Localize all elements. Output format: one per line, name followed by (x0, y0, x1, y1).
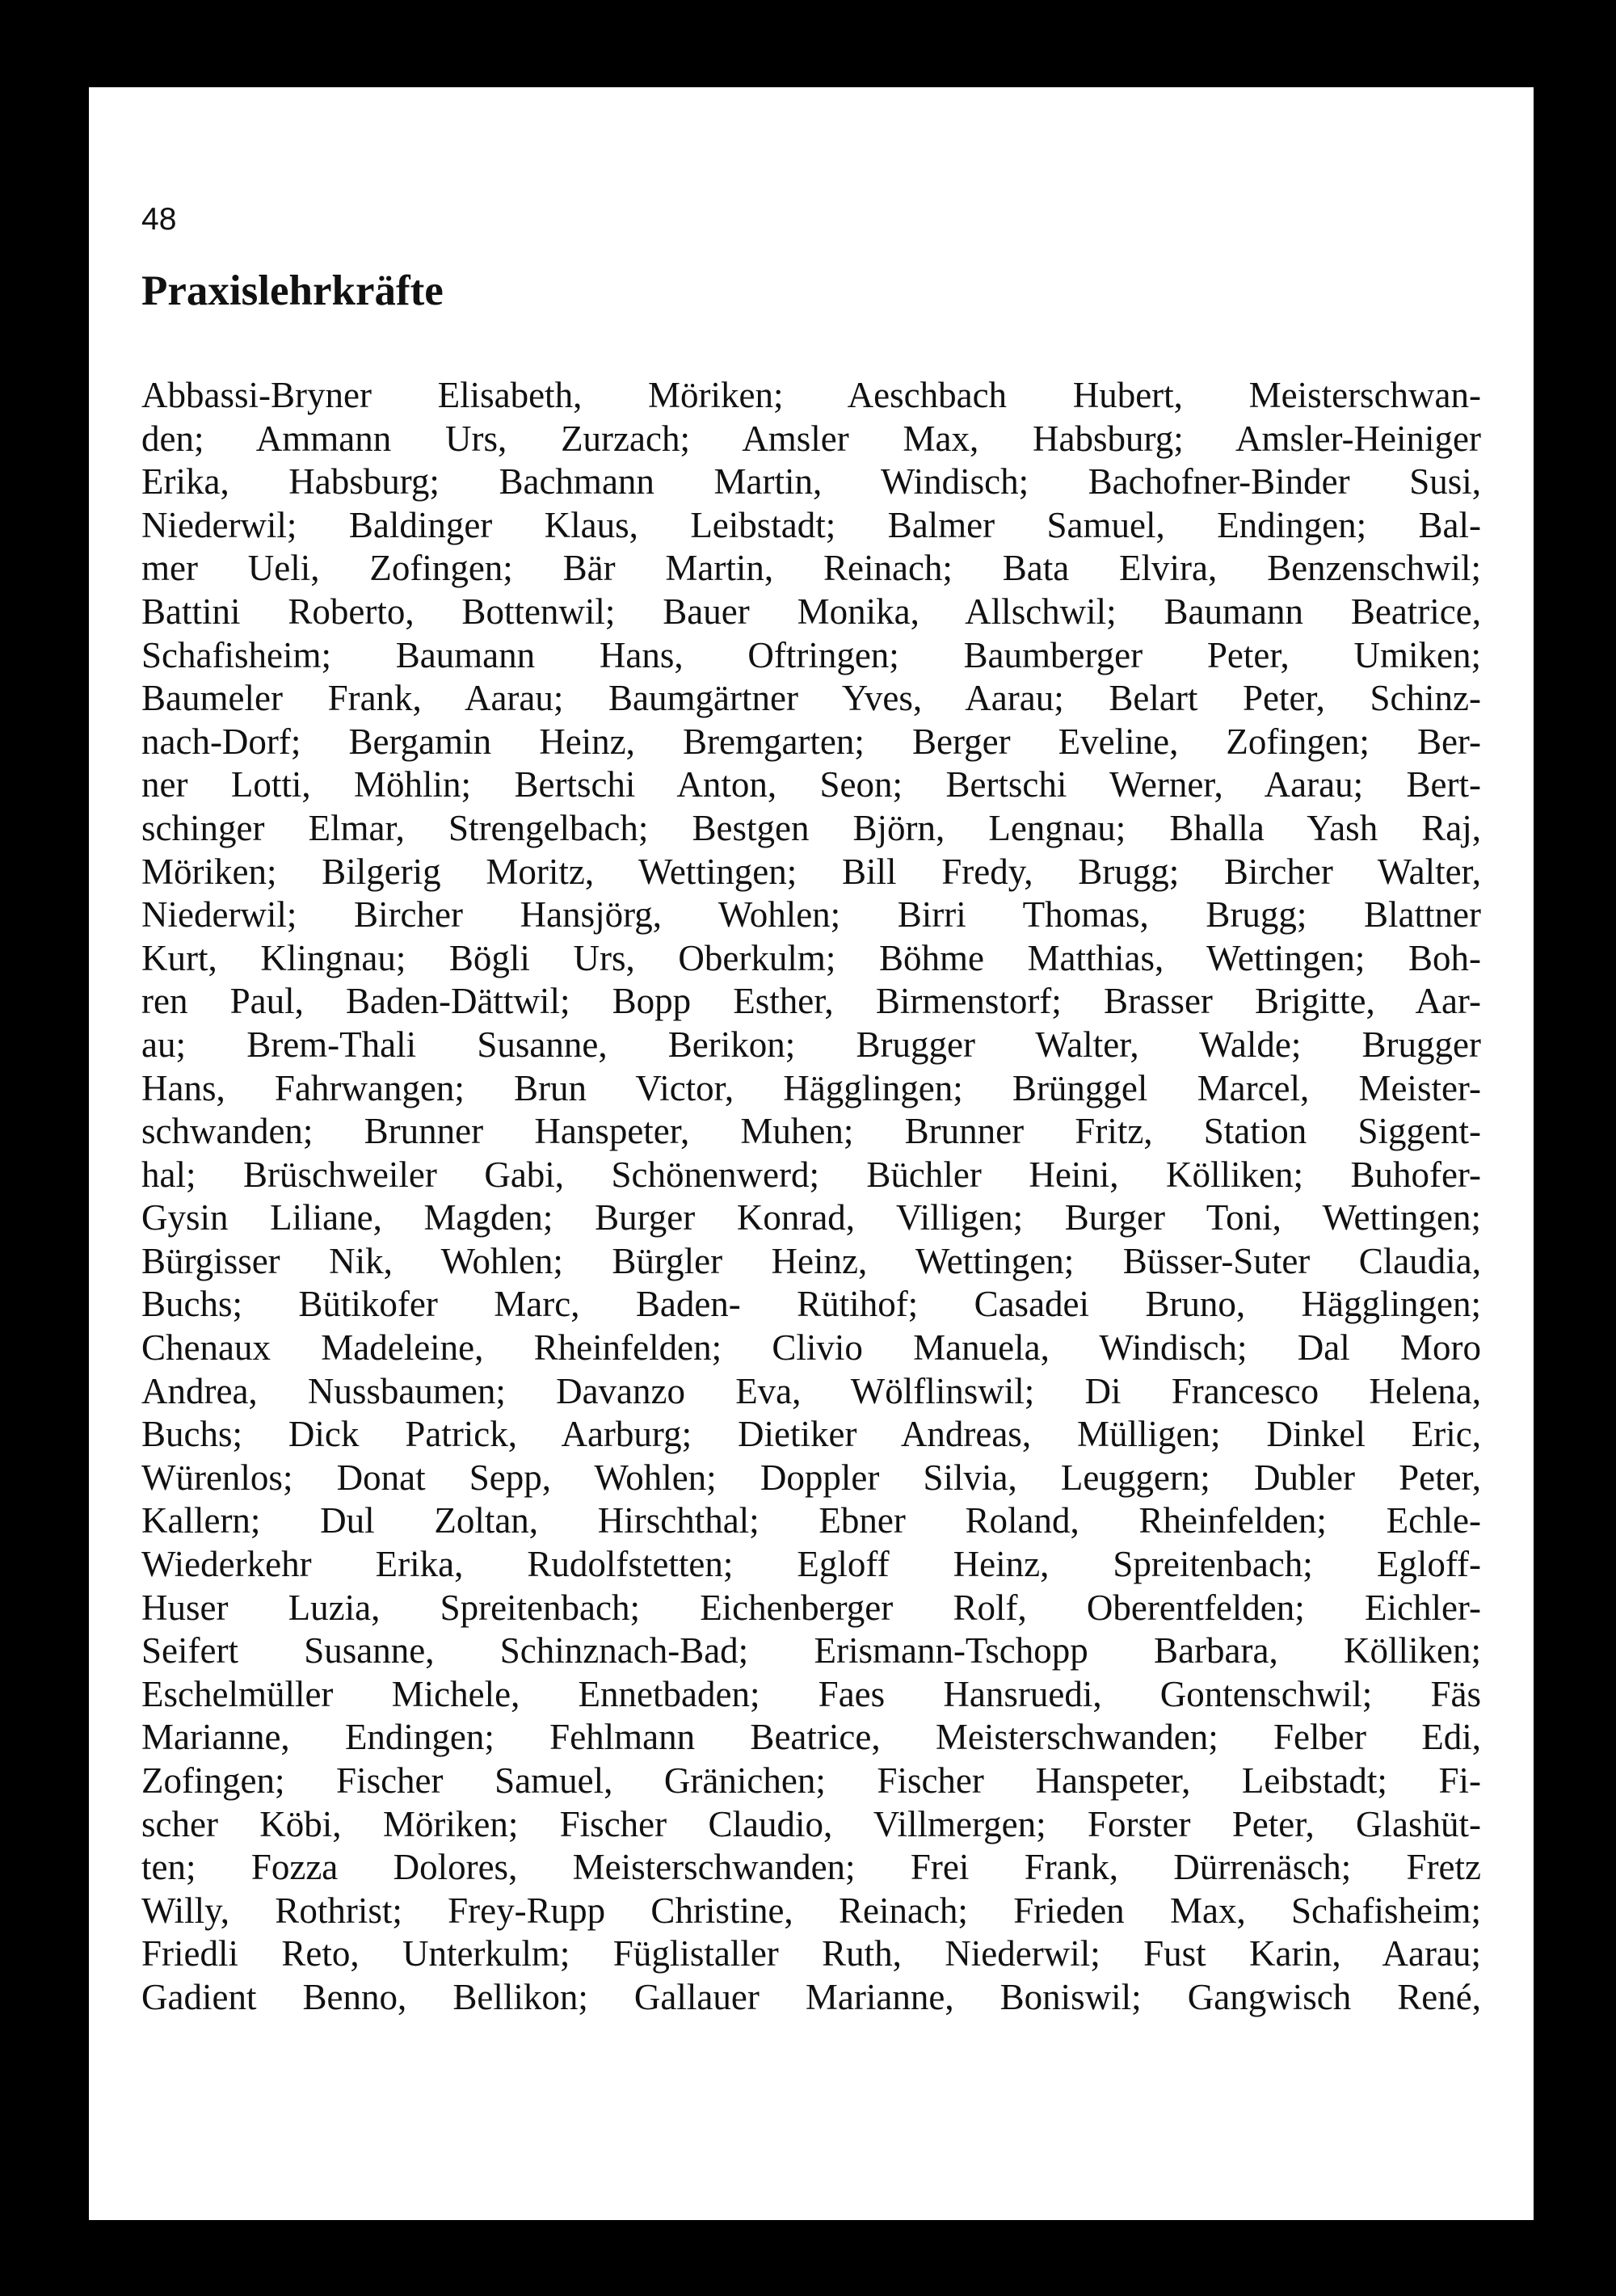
text-line: nach-Dorf; Bergamin Heinz, Bremgarten; Berger Eveline, Zofingen; Ber- (141, 721, 1481, 762)
text-line: Hans, Fahrwangen; Brun Victor, Hägglingen; Brünggel Marcel, Meister- (141, 1067, 1481, 1108)
text-line: Gysin Liliane, Magden; Burger Konrad, Villigen; Burger Toni, Wettingen; (141, 1197, 1481, 1238)
text-line: Seifert Susanne, Schinznach-Bad; Erismann-Tschopp Barbara, Kölliken; (141, 1630, 1481, 1672)
text-line: Andrea, Nussbaumen; Davanzo Eva, Wölflinswil; Di Francesco Helena, (141, 1370, 1481, 1411)
body-text (141, 374, 1481, 2020)
text-line: hal; Brüschweiler Gabi, Schönenwerd; Büchler Heini, Kölliken; Buhofer- (141, 1154, 1481, 1195)
text-line: au; Brem-Thali Susanne, Berikon; Brugger Walter, Walde; Brugger (141, 1024, 1481, 1065)
text-line: Zofingen; Fischer Samuel, Gränichen; Fischer Hanspeter, Leibstadt; Fi- (141, 1760, 1481, 1801)
text-line: Schafisheim; Baumann Hans, Oftringen; Baumberger Peter, Umiken; (141, 634, 1481, 675)
text-line: den; Ammann Urs, Zurzach; Amsler Max, Habsburg; Amsler-Heiniger (141, 418, 1481, 459)
text-line: Eschelmüller Michele, Ennetbaden; Faes Hansruedi, Gontenschwil; Fäs (141, 1673, 1481, 1714)
page-title: Praxislehrkräfte (141, 267, 444, 314)
text-line: Erika, Habsburg; Bachmann Martin, Windisch; Bachofner-Binder Susi, (141, 461, 1481, 503)
text-line: Friedli Reto, Unterkulm; Füglistaller Ruth, Niederwil; Fust Karin, Aarau; (141, 1933, 1481, 1974)
text-line: mer Ueli, Zofingen; Bär Martin, Reinach; Bata Elvira, Benzenschwil; (141, 548, 1481, 589)
text-line: schinger Elmar, Strengelbach; Bestgen Björn, Lengnau; Bhalla Yash Raj, (141, 807, 1481, 848)
text-line: Chenaux Madeleine, Rheinfelden; Clivio Manuela, Windisch; Dal Moro (141, 1327, 1481, 1369)
text-line: Huser Luzia, Spreitenbach; Eichenberger Rolf, Oberentfelden; Eichler- (141, 1587, 1481, 1628)
text-line: ten; Fozza Dolores, Meisterschwanden; Frei Frank, Dürrenäsch; Fretz (141, 1847, 1481, 1888)
text-line: Buchs; Bütikofer Marc, Baden- Rütihof; Casadei Bruno, Hägglingen; (141, 1284, 1481, 1325)
text-line: schwanden; Brunner Hanspeter, Muhen; Brunner Fritz, Station Siggent- (141, 1111, 1481, 1152)
text-line: Bürgisser Nik, Wohlen; Bürgler Heinz, Wettingen; Büsser-Suter Claudia, (141, 1240, 1481, 1281)
text-line: Niederwil; Baldinger Klaus, Leibstadt; Balmer Samuel, Endingen; Bal- (141, 504, 1481, 545)
text-line: ner Lotti, Möhlin; Bertschi Anton, Seon; Bertschi Werner, Aarau; Bert- (141, 764, 1481, 805)
text-line: Möriken; Bilgerig Moritz, Wettingen; Bill Fredy, Brugg; Bircher Walter, (141, 851, 1481, 892)
text-line: ren Paul, Baden-Dättwil; Bopp Esther, Birmenstorf; Brasser Brigitte, Aar- (141, 981, 1481, 1022)
text-line: Niederwil; Bircher Hansjörg, Wohlen; Birri Thomas, Brugg; Blattner (141, 894, 1481, 936)
text-line: Wiederkehr Erika, Rudolfstetten; Egloff Heinz, Spreitenbach; Egloff- (141, 1544, 1481, 1585)
text-line: Marianne, Endingen; Fehlmann Beatrice, Meisterschwanden; Felber Edi, (141, 1717, 1481, 1758)
page-number: 48 (141, 202, 177, 237)
text-line: Willy, Rothrist; Frey-Rupp Christine, Reinach; Frieden Max, Schafisheim; (141, 1890, 1481, 1931)
text-line: Würenlos; Donat Sepp, Wohlen; Doppler Silvia, Leuggern; Dubler Peter, (141, 1457, 1481, 1498)
text-line: Gadient Benno, Bellikon; Gallauer Marianne, Boniswil; Gangwisch René, (141, 1976, 1481, 2017)
text-line: Kallern; Dul Zoltan, Hirschthal; Ebner Roland, Rheinfelden; Echle- (141, 1500, 1481, 1541)
text-line: Baumeler Frank, Aarau; Baumgärtner Yves, Aarau; Belart Peter, Schinz- (141, 678, 1481, 719)
text-line: Buchs; Dick Patrick, Aarburg; Dietiker Andreas, Mülligen; Dinkel Eric, (141, 1414, 1481, 1455)
text-line: Kurt, Klingnau; Bögli Urs, Oberkulm; Böhme Matthias, Wettingen; Boh- (141, 937, 1481, 978)
text-line: Abbassi-Bryner Elisabeth, Möriken; Aeschbach Hubert, Meisterschwan- (141, 375, 1481, 415)
text-line: Battini Roberto, Bottenwil; Bauer Monika, Allschwil; Baumann Beatrice, (141, 591, 1481, 632)
text-line: scher Köbi, Möriken; Fischer Claudio, Villmergen; Forster Peter, Glashüt- (141, 1803, 1481, 1844)
